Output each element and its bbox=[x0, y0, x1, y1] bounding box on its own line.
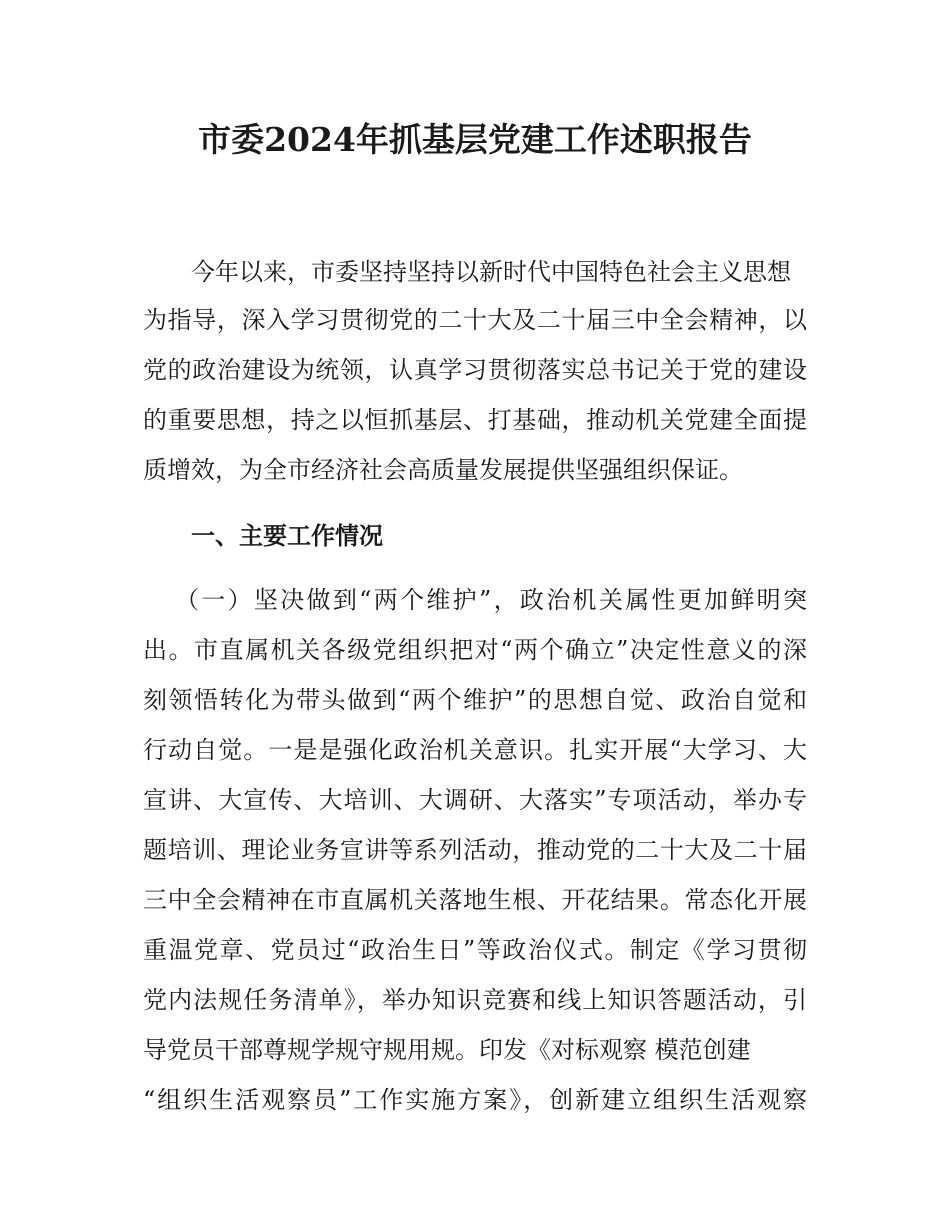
paragraph-line: 重温党章、党员过“政治生日”等政治仪式。制定《学习贯彻 bbox=[143, 936, 807, 964]
paragraph-line: （一）坚决做到“两个维护”，政治机关属性更加鲜明突 bbox=[175, 586, 807, 614]
paragraph-line: 行动自觉。一是是强化政治机关意识。扎实开展“大学习、大 bbox=[143, 736, 807, 764]
document-title: 市委2024年抓基层党建工作述职报告 bbox=[198, 120, 752, 159]
paragraph-line: 党内法规任务清单》，举办知识竞赛和线上知识答题活动，引 bbox=[143, 986, 807, 1014]
paragraph-line: 党的政治建设为统领，认真学习贯彻落实总书记关于党的建设 bbox=[143, 356, 807, 384]
paragraph-line: 刻领悟转化为带头做到“两个维护”的思想自觉、政治自觉和 bbox=[143, 686, 807, 714]
paragraph-line: 三中全会精神在市直属机关落地生根、开花结果。常态化开展 bbox=[143, 886, 807, 914]
section-heading: 一、主要工作情况 bbox=[191, 521, 383, 550]
paragraph-line: 出。市直属机关各级党组织把对“两个确立”决定性意义的深 bbox=[143, 636, 807, 664]
paragraph-line: 的重要思想，持之以恒抓基层、打基础，推动机关党建全面提 bbox=[143, 406, 807, 434]
paragraph-line: 今年以来，市委坚持坚持以新时代中国特色社会主义思想 bbox=[191, 258, 791, 286]
paragraph-line: 导党员干部尊规学规守规用规。印发《对标观察 模范创建 bbox=[143, 1036, 751, 1064]
paragraph-line: 题培训、理论业务宣讲等系列活动，推动党的二十大及二十届 bbox=[143, 836, 807, 864]
paragraph-line: “组织生活观察员”工作实施方案》，创新建立组织生活观察 bbox=[143, 1086, 807, 1114]
paragraph-line: 为指导，深入学习贯彻党的二十大及二十届三中全会精神，以 bbox=[143, 306, 807, 334]
paragraph-line: 质增效，为全市经济社会高质量发展提供坚强组织保证。 bbox=[143, 456, 743, 484]
paragraph-line: 宣讲、大宣传、大培训、大调研、大落实”专项活动，举办专 bbox=[143, 786, 807, 814]
